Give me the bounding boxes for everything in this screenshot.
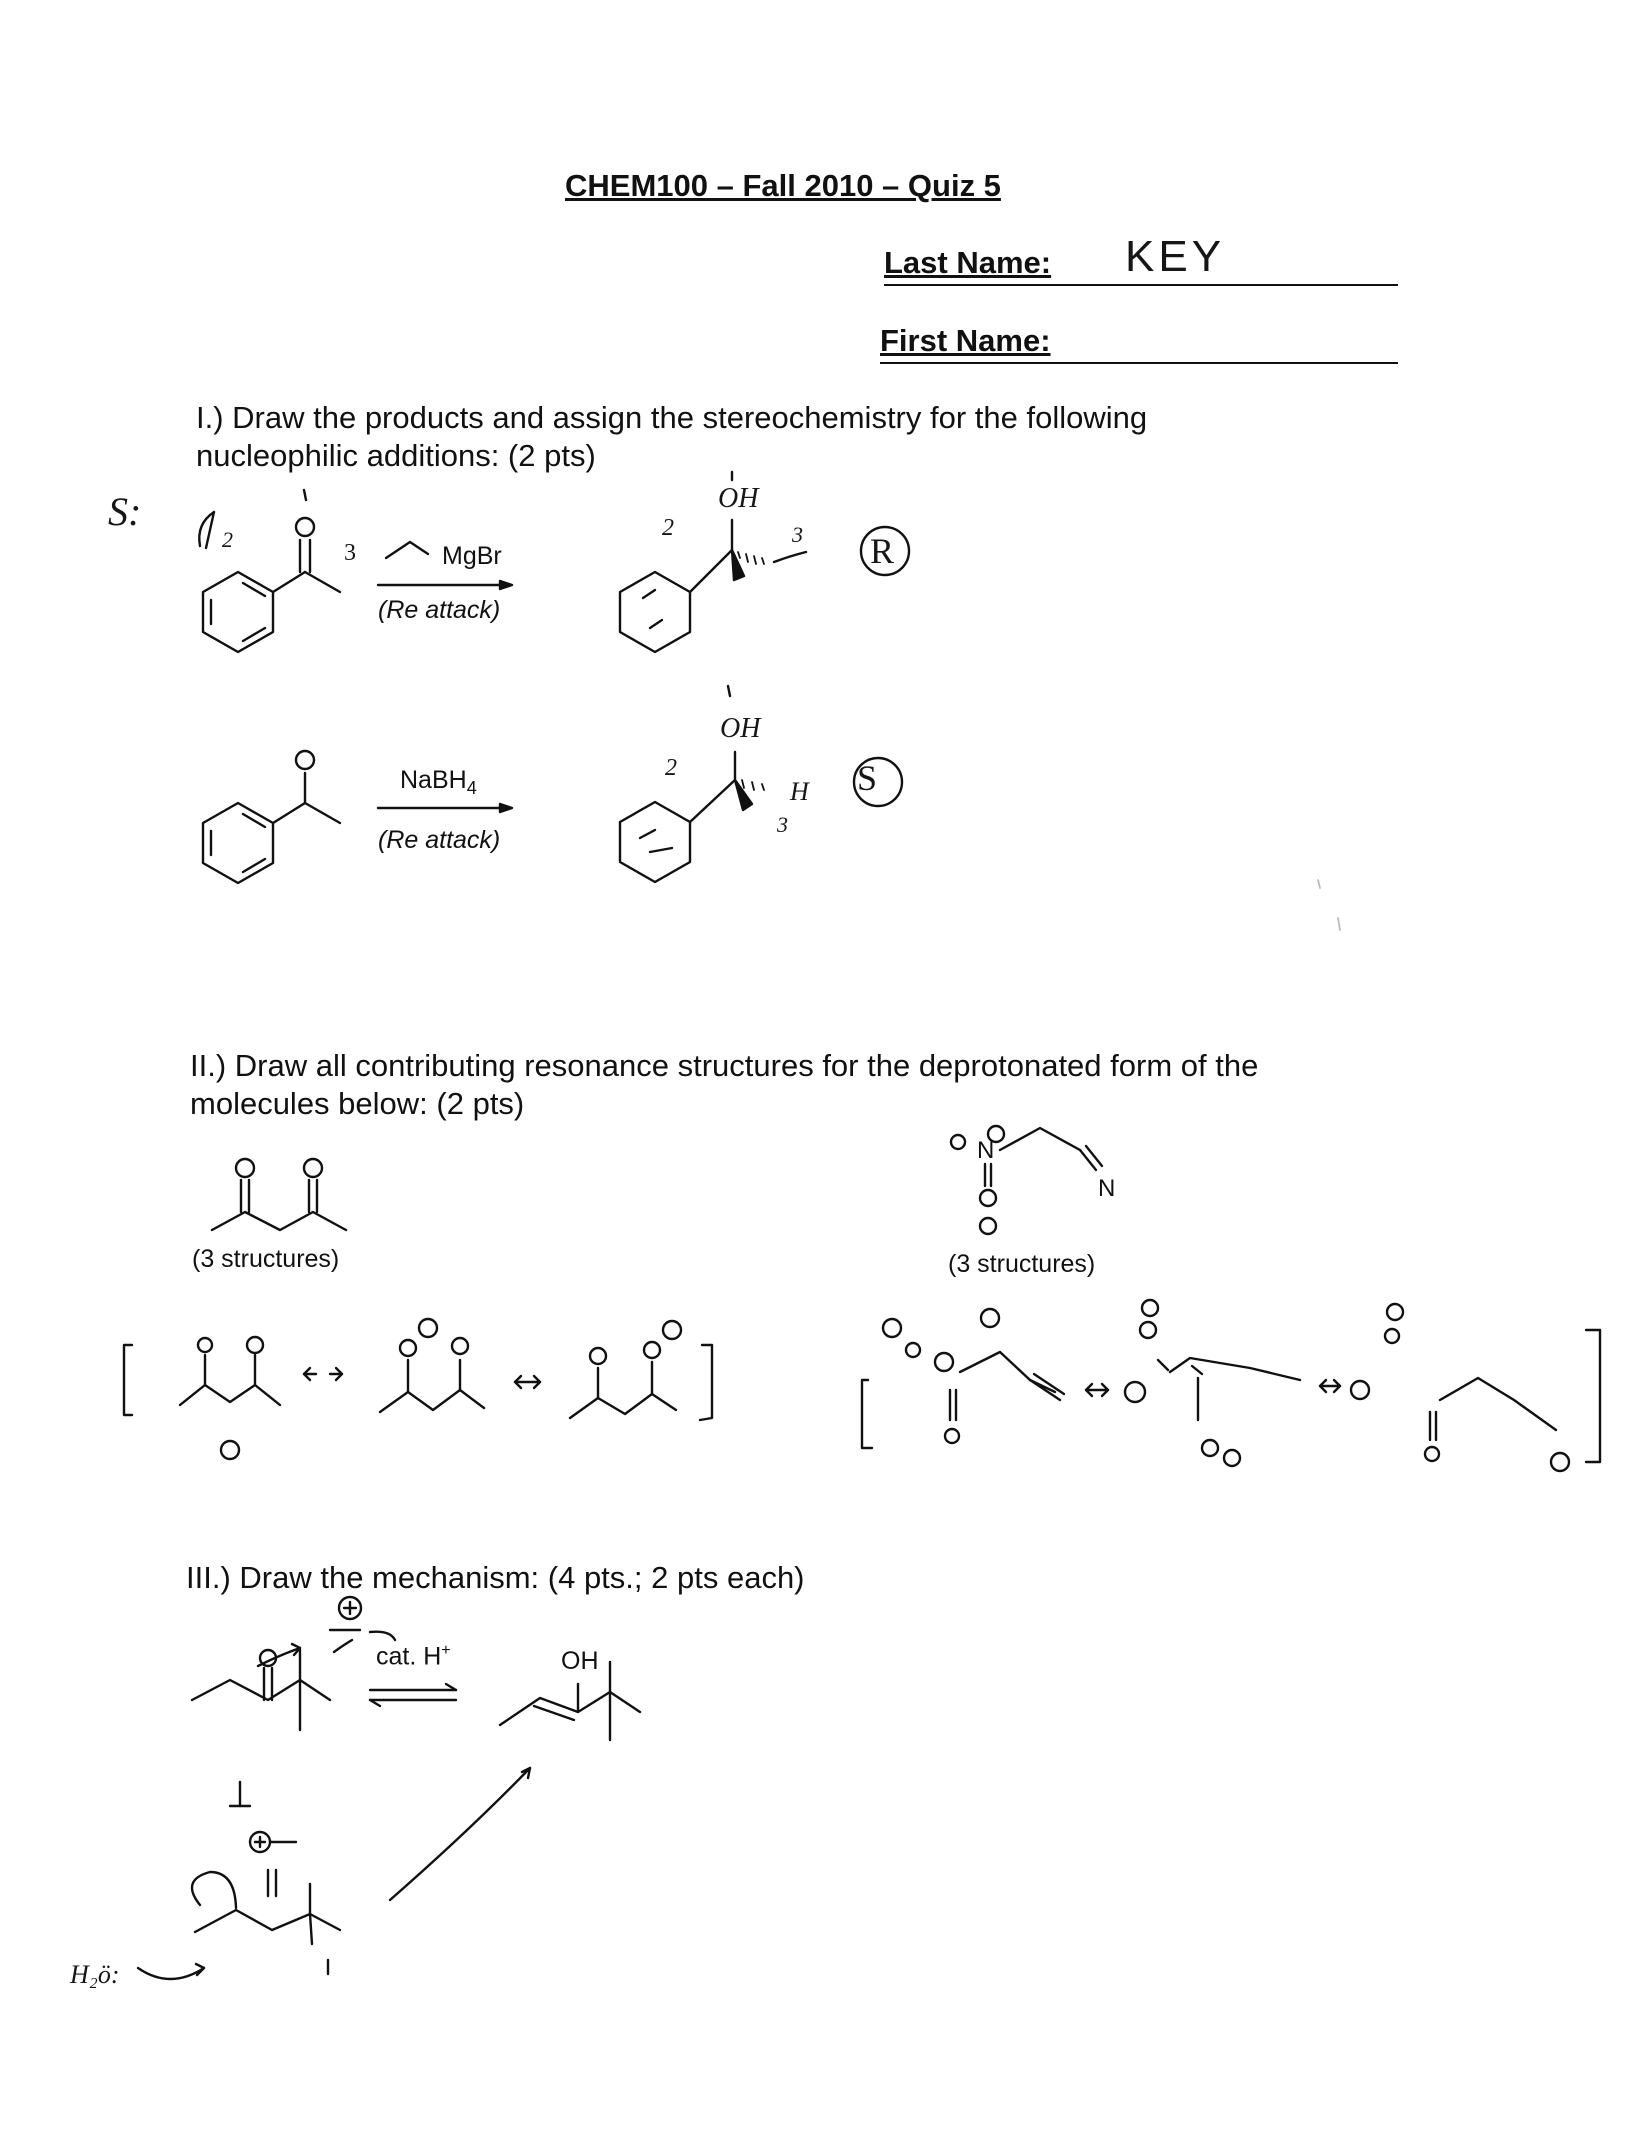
acetophenone-1 xyxy=(203,518,340,652)
q2-count-right: (3 structures) xyxy=(948,1250,1096,1278)
condition-re-attack-2: (Re attack) xyxy=(378,826,501,854)
ketone-q3 xyxy=(192,1650,330,1730)
condition-re-attack-1: (Re attack) xyxy=(378,596,501,624)
reagent-nabh4: NaBH$_4$ xyxy=(400,766,477,798)
water-label: H₂ö: xyxy=(70,1960,120,1989)
locant-3b: 3 xyxy=(777,812,788,837)
acetophenone-2 xyxy=(203,751,340,883)
margin-note: S: xyxy=(108,489,142,534)
answer-s-label: S xyxy=(857,758,878,798)
enol-oh-label: OH xyxy=(561,1647,599,1675)
catalyst-label: cat. H+ xyxy=(376,1642,451,1671)
enol-q3 xyxy=(500,1662,640,1740)
reagent-grignard: MgBr xyxy=(442,542,502,570)
locant-2b: 2 xyxy=(665,755,677,781)
product1-oh: OH xyxy=(718,483,759,514)
q3-prompt: III.) Draw the mechanism: (4 pts.; 2 pts each) xyxy=(186,1560,805,1595)
nitroacetonitrile xyxy=(951,1126,1115,1234)
svg-text:N: N xyxy=(1098,1175,1116,1202)
nabh4-arrow xyxy=(378,804,512,812)
answer-r-label: R xyxy=(870,531,895,571)
q2-prompt-line2: molecules below: (2 pts) xyxy=(190,1086,525,1121)
product2-oh: OH xyxy=(720,713,761,744)
q2-prompt-line1: II.) Draw all contributing resonance structures for the deprotonated form of the xyxy=(190,1048,1259,1083)
q1-prompt-line1: I.) Draw the products and assign the stereochemistry for the following xyxy=(196,400,1148,435)
locant-2a: 2 xyxy=(662,515,674,541)
mechanism-q3 xyxy=(138,1597,530,1979)
product-1 xyxy=(620,472,909,652)
product2-h: H xyxy=(790,777,809,806)
resonance-left xyxy=(124,1319,712,1459)
q1-prompt-line2: nucleophilic additions: (2 pts) xyxy=(196,438,596,473)
q2-count-left: (3 structures) xyxy=(192,1245,340,1273)
first-name-label: First Name: xyxy=(880,323,1051,358)
acetylacetone xyxy=(212,1159,346,1230)
equilibrium-arrows xyxy=(370,1684,456,1706)
quiz-title: CHEM100 – Fall 2010 – Quiz 5 xyxy=(565,168,1001,203)
locant-3a: 3 xyxy=(792,522,803,547)
resonance-right xyxy=(862,1300,1600,1471)
last-name-label: Last Name: xyxy=(884,245,1052,280)
grignard-arrow xyxy=(378,542,512,589)
last-name-value: KEY xyxy=(1125,232,1226,281)
locant-3c: 3 xyxy=(344,540,356,566)
svg-text:N: N xyxy=(977,1137,995,1164)
locant-2c: 2 xyxy=(222,527,233,552)
product-2 xyxy=(620,686,902,882)
